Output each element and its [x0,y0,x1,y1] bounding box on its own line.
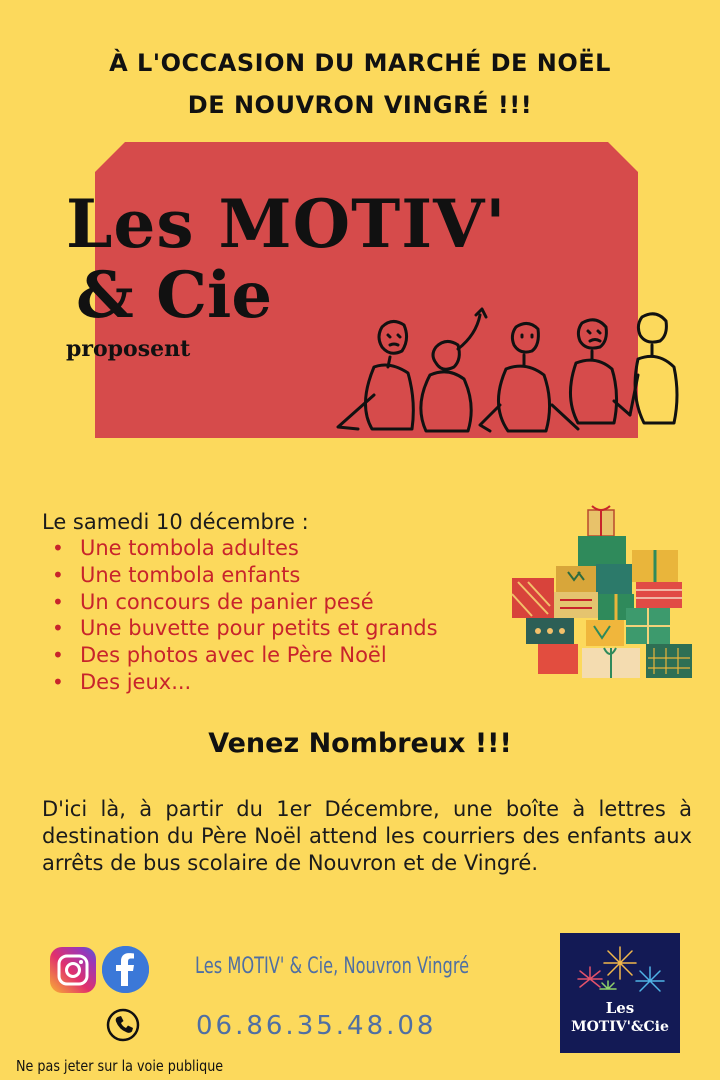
instagram-icon[interactable] [50,947,96,993]
person-figure [480,323,578,431]
gift-stack-illustration [508,498,698,684]
announcement-paragraph: D'ici là, à partir du 1er Décembre, une boîte à lettres à destination du Père Noël attend les courriers des enfants aux arrêts de bus scolaire de Nouvron et de Vingré. [42,797,692,875]
activity-label: Un concours de panier pesé [80,589,374,614]
contact-phone: 06.86.35.48.08 [196,1011,437,1041]
brand-name-line-2: & Cie [76,258,273,333]
heading-line-2: DE NOUVRON VINGRÉ !!! [187,91,533,119]
heading-line-1: À L'OCCASION DU MARCHÉ DE NOËL [109,49,611,77]
activity-label: Des photos avec le Père Noël [80,643,387,668]
brand-tagline: proposent [66,336,191,362]
logo-line-1: Les [605,999,635,1017]
call-to-action: Venez Nombreux !!! [208,728,512,759]
list-item: • Des photos avec le Père Noël [52,643,387,668]
banner-corner-fold [95,142,125,172]
activity-label: Une tombola adultes [80,536,299,560]
activity-label: Une buvette pour petits et grands [80,616,438,641]
list-item: • Une tombola adultes [52,536,299,560]
contact-name: Les MOTIV' & Cie, Nouvron Vingré [195,954,470,979]
activities-list [52,535,438,696]
person-figure [570,320,630,423]
list-item: • Un concours de panier pesé [52,589,374,614]
footer-notice: Ne pas jeter sur la voie publique [16,1057,224,1075]
logo-line-2: MOTIV'&Cie [571,1019,669,1035]
person-figure [421,309,486,431]
poster-heading [0,42,720,126]
brand-name-line-1: Les MOTIV' [66,185,507,263]
activity-label: Des jeux... [80,669,192,694]
facebook-icon[interactable] [102,946,149,993]
list-item: • Une tombola enfants [52,562,301,587]
list-item: • Des jeux... [52,669,192,694]
event-date-line: Le samedi 10 décembre : [42,510,309,534]
banner-corner-fold [608,142,638,172]
people-doodle-illustration [330,305,690,440]
person-figure [338,321,413,429]
person-figure [630,314,677,423]
phone-icon [105,1007,141,1043]
brand-logo [560,933,680,1053]
list-item: • Une buvette pour petits et grands [52,616,438,641]
activity-label: Une tombola enfants [80,562,301,587]
